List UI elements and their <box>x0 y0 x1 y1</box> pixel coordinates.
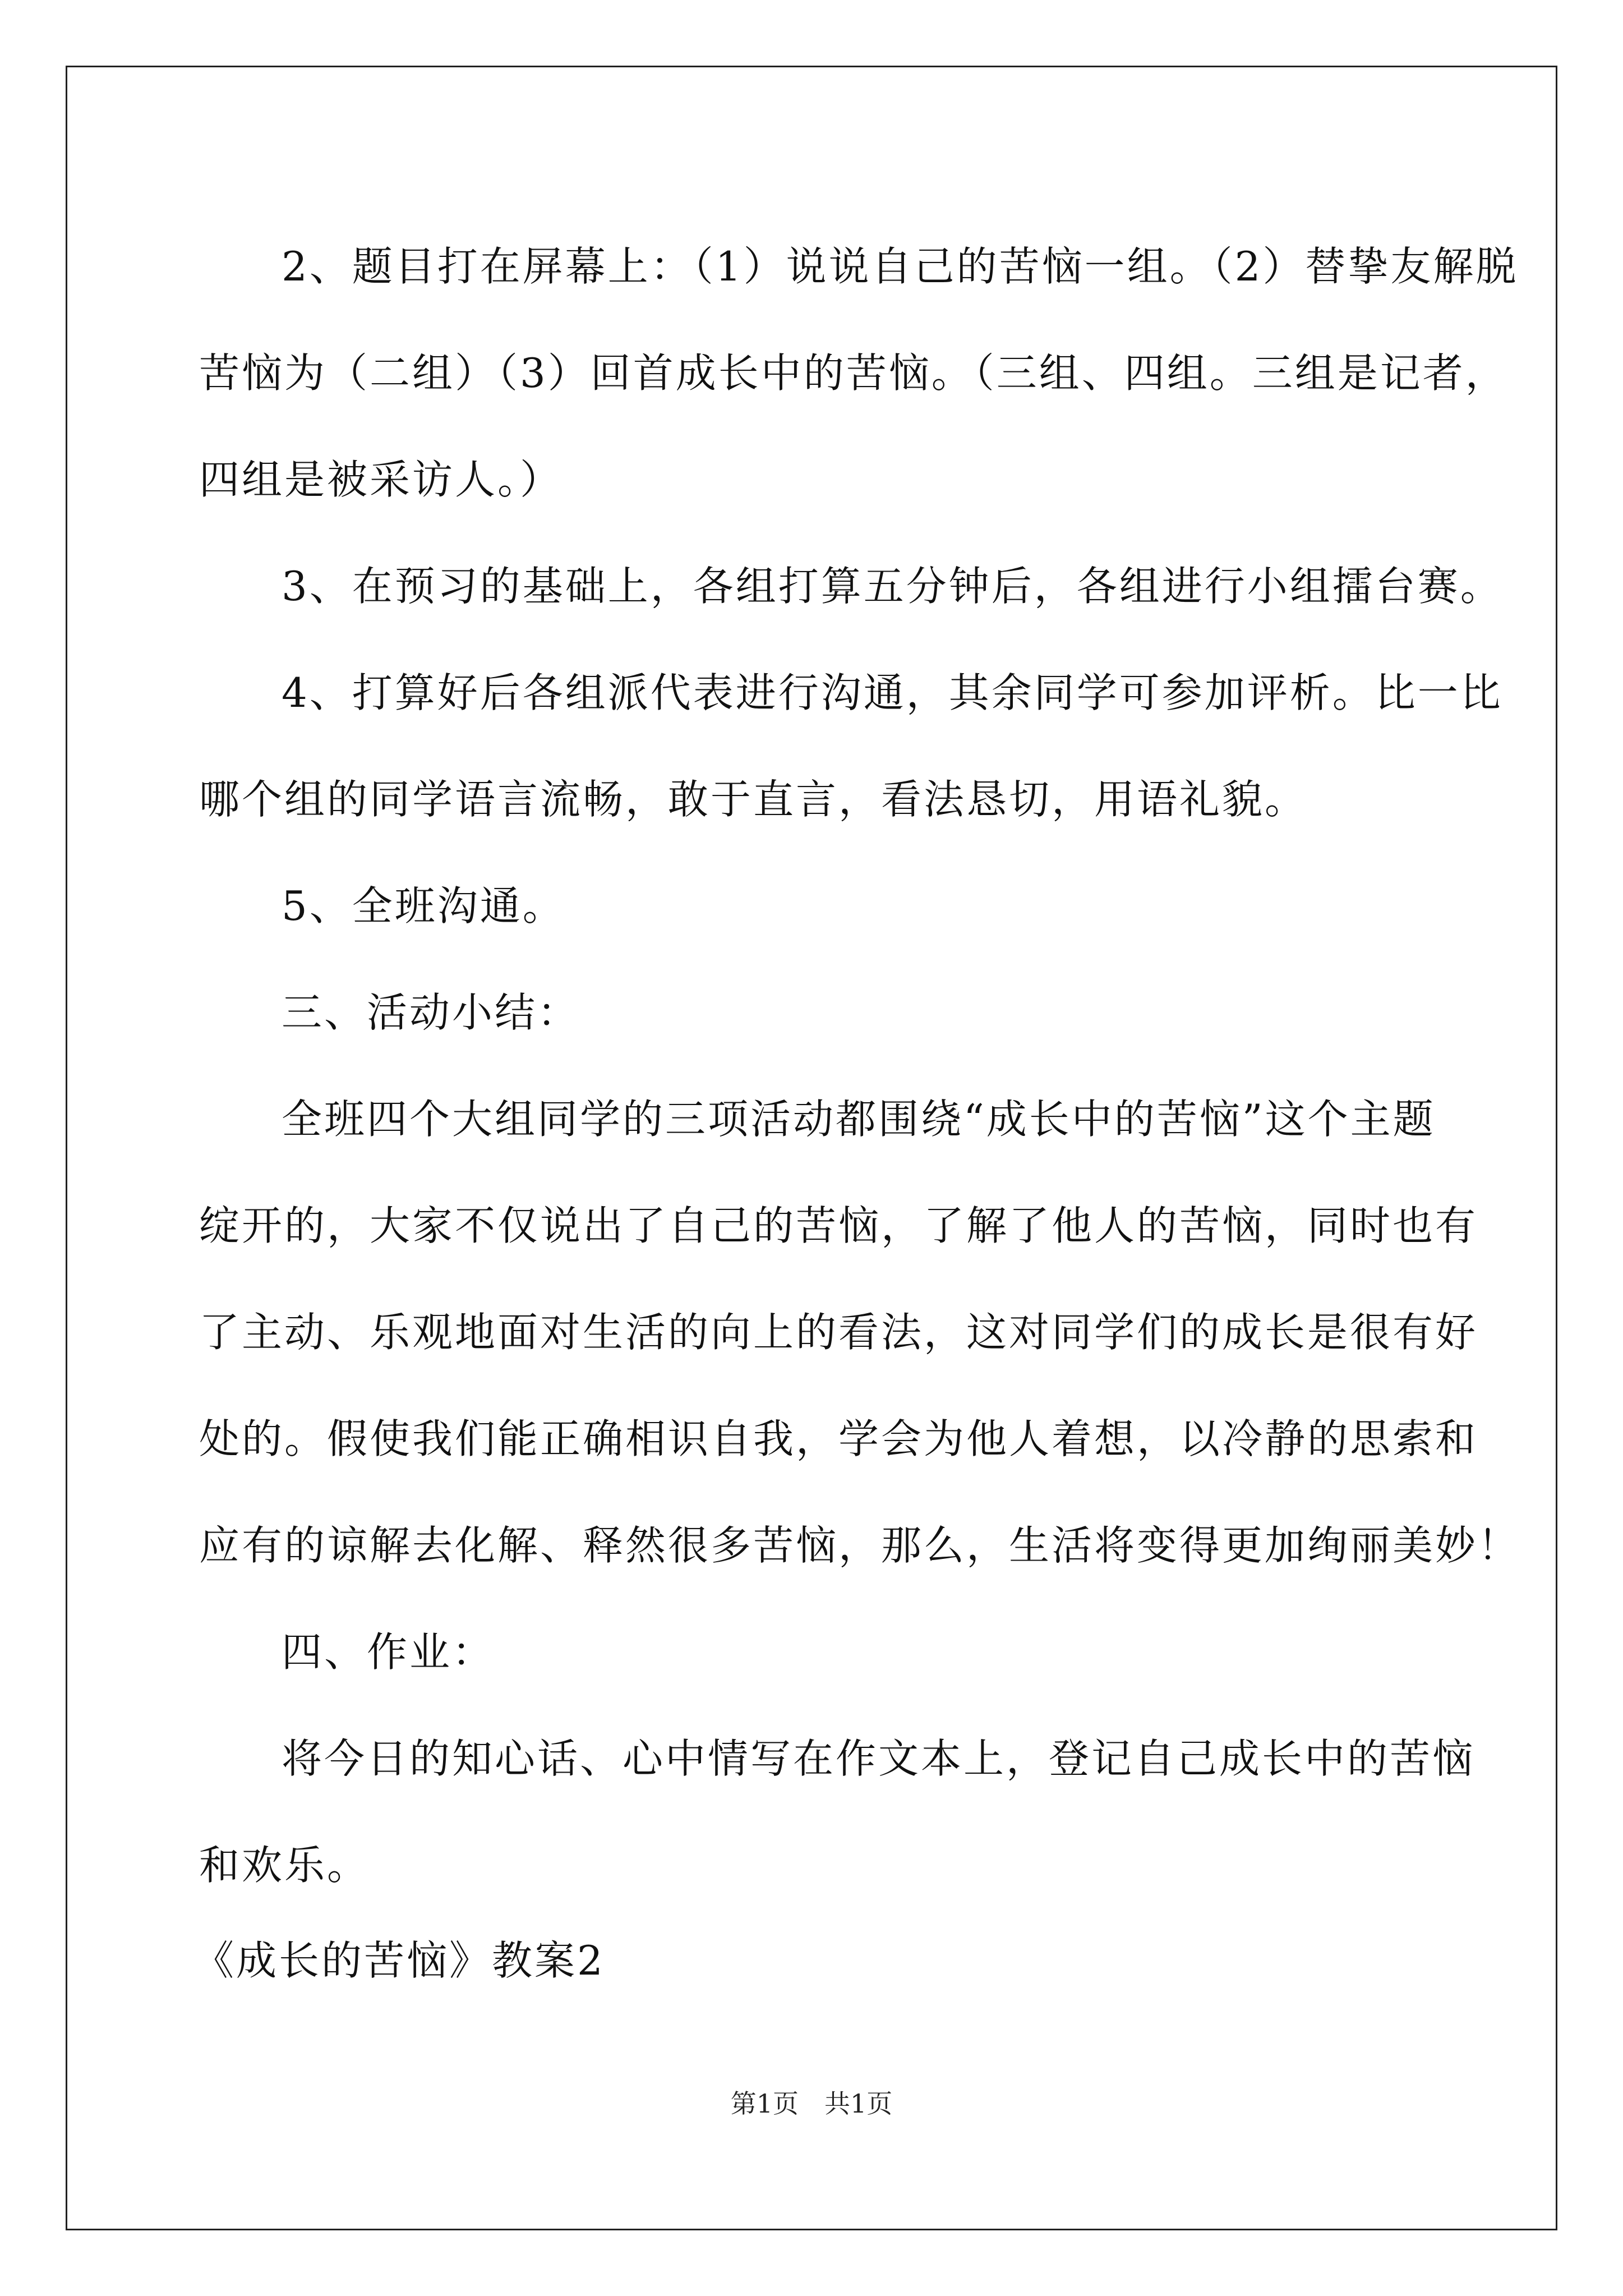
text-line: 和欢乐。 <box>199 1842 370 1889</box>
document-body <box>199 213 1521 1918</box>
text-line: 应有的谅解去化解、释然很多苦恼，那么，生活将变得更加绚丽美妙！ <box>199 1522 1521 1569</box>
text-line: 2、题目打在屏幕上：（1）说说自己的苦恼一组。（2）替挚友解脱 <box>282 243 1519 290</box>
section-heading: 四、作业： <box>282 1628 495 1676</box>
text-line: 全班四个大组同学的三项活动都围绕“成长中的苦恼”这个主题 <box>282 1096 1436 1143</box>
text-line: 哪个组的同学语言流畅，敢于直言，看法恳切，用语礼貌。 <box>199 776 1308 823</box>
text-line: 四组是被采访人。） <box>199 456 563 503</box>
section-heading: 三、活动小结： <box>282 989 580 1036</box>
text-line: 苦恼为（二组）（3）回首成长中的苦恼。（三组、四组。三组是记者， <box>199 349 1508 397</box>
text-line: 绽开的，大家不仅说出了自己的苦恼，了解了他人的苦恼，同时也有 <box>199 1202 1478 1249</box>
text-line: 4、打算好后各组派代表进行沟通，其余同学可参加评析。比一比 <box>282 669 1503 716</box>
text-line: 3、在预习的基础上，各组打算五分钟后，各组进行小组擂台赛。 <box>282 563 1503 610</box>
document-title: 《成长的苦恼》教案2 <box>193 1937 605 1984</box>
page-number: 第1页 共1页 <box>730 2088 893 2119</box>
text-line: 了主动、乐观地面对生活的向上的看法，这对同学们的成长是很有好 <box>199 1309 1478 1356</box>
text-line: 将今日的知心话、心中情写在作文本上，登记自己成长中的苦恼 <box>282 1735 1476 1782</box>
text-line: 5、全班沟通。 <box>282 882 565 930</box>
text-line: 处的。假使我们能正确相识自我，学会为他人着想，以冷静的思索和 <box>199 1415 1478 1462</box>
page-footer <box>0 2087 1623 2120</box>
